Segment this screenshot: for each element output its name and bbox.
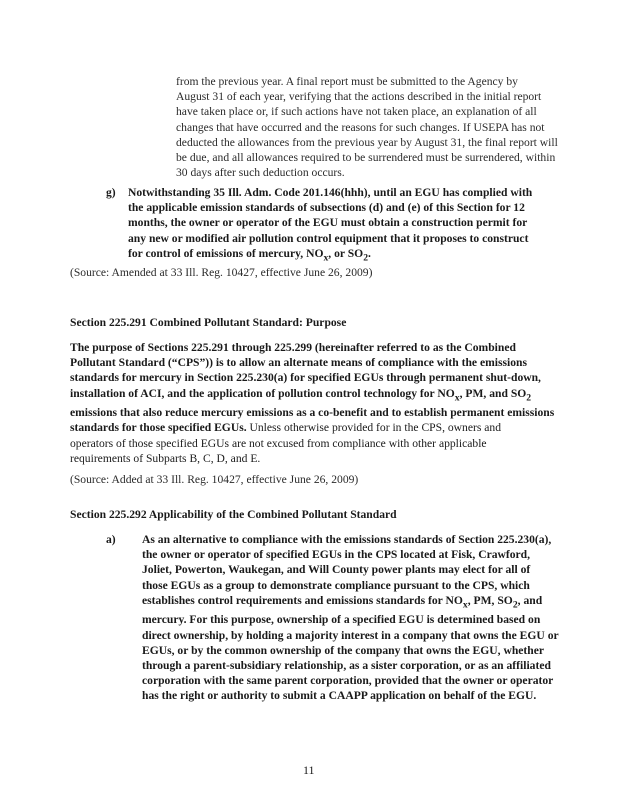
subscript: x	[462, 599, 468, 611]
section-heading: Section 225.292 Applicability of the Combined Pollutant Standard	[70, 508, 397, 521]
text-line: through a parent-subsidiary relationship, as a sister corporation, or as an affiliated	[142, 658, 551, 672]
text-fragment: , or SO	[328, 246, 364, 260]
text-line: those EGUs as a group to demonstrate compliance pursuant to the CPS, which	[142, 578, 530, 592]
text-line	[70, 420, 554, 435]
text-line: be due, and all allowances required to be surrendered must be surrendered, within	[176, 151, 556, 165]
text-fragment: , PM, and SO	[459, 386, 527, 400]
item-a-label: a)	[106, 533, 116, 546]
subscript: x	[323, 252, 329, 264]
text-line: the applicable emission standards of subsections (d) and (e) of this Section for 12	[128, 201, 525, 215]
text-line: 30 days after such deduction occurs.	[176, 166, 345, 180]
text-line: EGUs, or by the common ownership of the company that owns the EGU, whether	[142, 643, 545, 657]
subscript: 2	[363, 252, 369, 264]
item-g-paragraph	[128, 185, 532, 265]
subscript: 2	[512, 599, 518, 611]
text-line	[128, 246, 532, 266]
text-fragment: installation of ACI, and the application of pollution control technology for NO	[70, 386, 455, 400]
item-g-label: g)	[106, 186, 116, 199]
section-292-paragraph	[142, 532, 559, 704]
text-line: Joliet, Powerton, Waukegan, and Will County power plants may elect for all of	[142, 563, 531, 577]
text-line: August 31 of each year, verifying that the actions described in the initial report	[176, 90, 542, 104]
section-291-paragraph	[70, 340, 554, 466]
text-line: requirements of Subparts B, C, D, and E.	[70, 451, 261, 465]
text-line: The purpose of Sections 225.291 through 225.299 (hereinafter referred to as the Combined	[70, 341, 516, 354]
source-note: (Source: Amended at 33 Ill. Reg. 10427, effective June 26, 2009)	[70, 266, 373, 279]
section-heading: Section 225.291 Combined Pollutant Standard: Purpose	[70, 316, 347, 329]
intro-paragraph	[176, 74, 558, 180]
subscript: x	[454, 391, 460, 403]
text-line: has the right or authority to submit a CAAPP application on behalf of the EGU.	[142, 689, 537, 703]
text-line: have taken place or, if such actions have not taken place, an explanation of all	[176, 105, 537, 119]
text-fragment: for control of emissions of mercury, NO	[128, 246, 324, 260]
text-fragment: .	[368, 246, 371, 260]
text-line: from the previous year. A final report must be submitted to the Agency by	[176, 75, 518, 88]
text-line: Pollutant Standard (“CPS”)) is to allow an alternate means of compliance with the emissions	[70, 356, 527, 370]
text-line: months, the owner or operator of the EGU must obtain a construction permit for	[128, 216, 528, 230]
text-line: changes that have occurred and the reasons for such changes. If USEPA has not	[176, 120, 545, 134]
text-fragment: , PM, SO	[467, 593, 513, 607]
text-line: As an alternative to compliance with the emissions standards of Section 225.230(a),	[142, 533, 552, 546]
subscript: 2	[526, 391, 532, 403]
page-number: 11	[303, 763, 315, 777]
text-fragment: standards for those specified EGUs.	[70, 421, 247, 435]
text-line: corporation with the same parent corporation, provided that the owner or operator	[142, 674, 554, 688]
text-line: direct ownership, by holding a majority interest in a company that owns the EGU or	[142, 628, 559, 642]
text-fragment: , and	[517, 593, 543, 607]
source-note: (Source: Added at 33 Ill. Reg. 10427, effective June 26, 2009)	[70, 473, 359, 486]
text-line: any new or modified air pollution control equipment that it proposes to construct	[128, 231, 529, 245]
text-fragment: establishes control requirements and emissions standards for NO	[142, 593, 463, 607]
text-line: mercury. For this purpose, ownership of a specified EGU is determined based on	[142, 613, 541, 627]
text-line: Notwithstanding 35 Ill. Adm. Code 201.146(hhh), until an EGU has complied with	[128, 186, 533, 199]
text-line: the owner or operator of specified EGUs in the CPS located at Fisk, Crawford,	[142, 548, 531, 562]
text-fragment: Unless otherwise provided for in the CPS, owners and	[246, 421, 501, 435]
text-line: deducted the allowances from the previous year by August 31, the final report will	[176, 135, 558, 149]
text-line: operators of those specified EGUs are not excused from compliance with other applicable	[70, 436, 487, 450]
text-line: standards for mercury in Section 225.230(a) for specified EGUs through permanent shut-down,	[70, 371, 541, 385]
text-line	[70, 386, 554, 406]
text-line: emissions that also reduce mercury emissions as a co-benefit and to establish permanent emissions	[70, 406, 555, 420]
text-line	[142, 593, 559, 613]
